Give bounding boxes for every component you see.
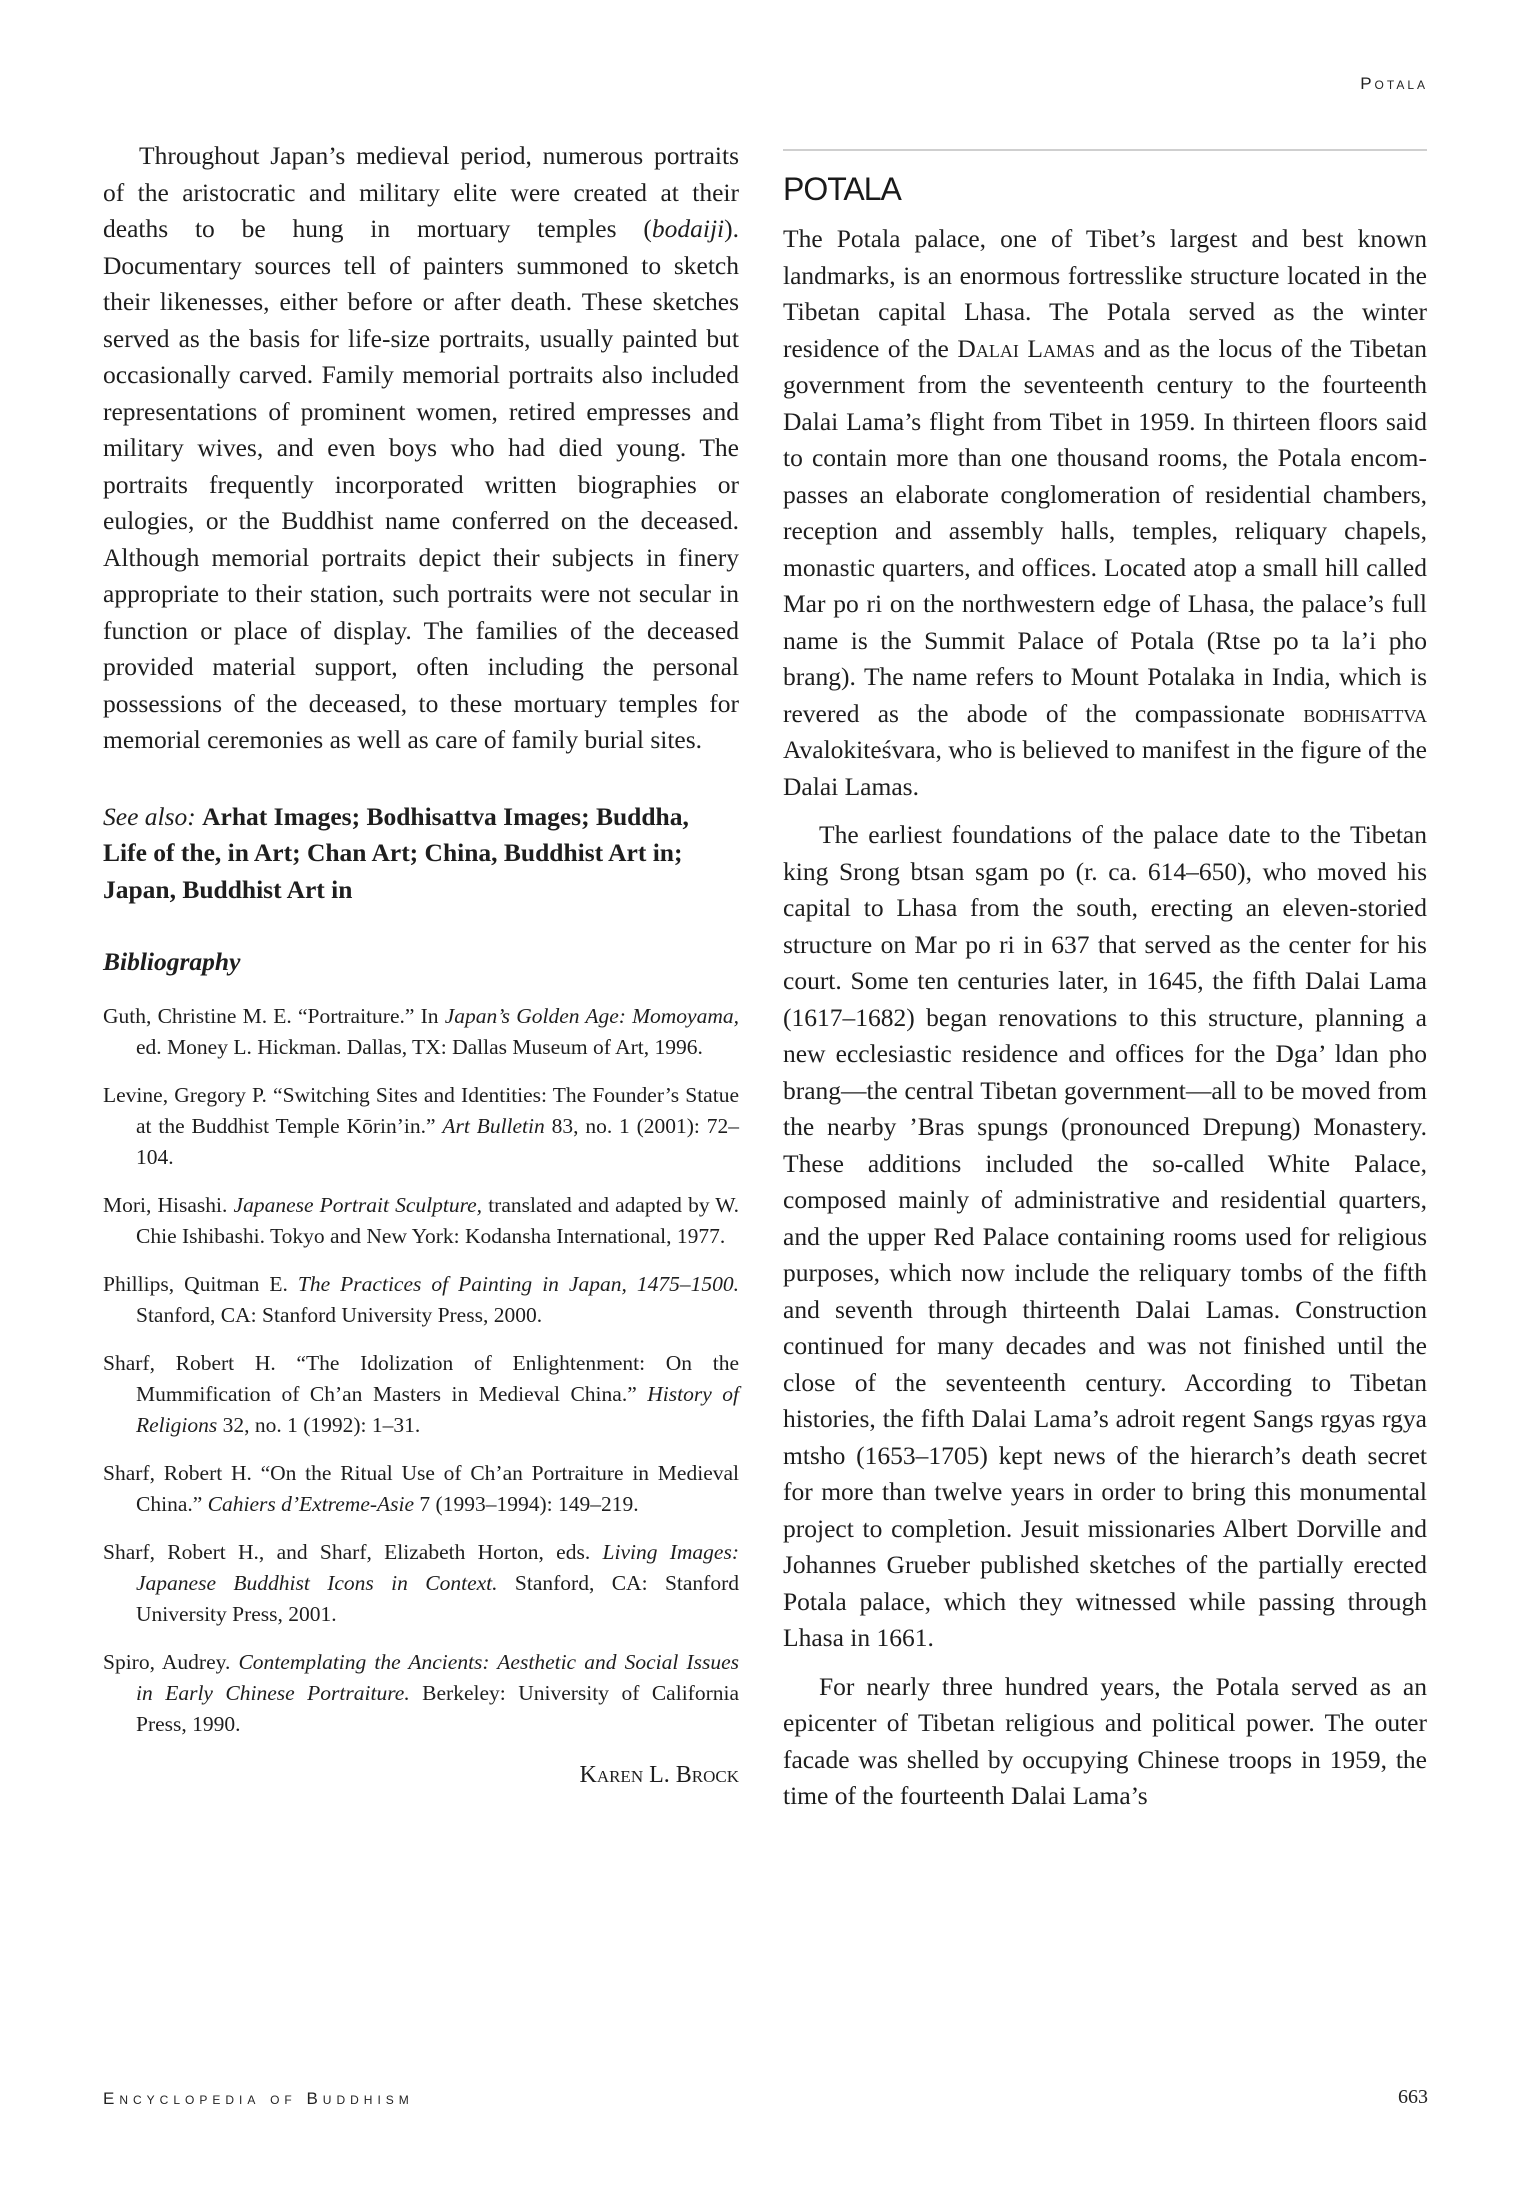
left-column <box>103 138 739 1793</box>
cross-reference-link[interactable]: bodhisattva <box>1303 698 1427 728</box>
running-head: Potala <box>1360 74 1428 93</box>
body-paragraph: The earliest foundations of the palace date to the Tibetan king Srong btsan sgam po (r. ca. 614–650), who moved his capital to Lhasa from the south, erecting an eleven-storied structure on Mar po ri in 637 that served as the center for his court. Some ten centuries later, in 1645, the fifth Dalai Lama (1617–1682) began renovations to this structure, planning a new ecclesiastic residence and offices for the Dga’ ldan pho brang—the central Tibetan government—all to be moved from the nearby ’Bras spungs (pronounced Drepung) Monastery. These additions included the so-called White Palace, composed mainly of administrative and residential quarters, and the upper Red Palace containing rooms used for religious purposes, which now include the reliquary tombs of the fifth and seventh through thirteenth Dalai Lamas. Construction continued for many decades and was not finished until the close of the seventeenth century. According to Tibetan histories, the fifth Dalai Lama’s adroit regent Sangs rgyas rgya mtsho (1653–1705) kept news of the hierarch’s death secret for more than twelve years in order to bring this monumental project to completion. Jesuit missionaries Albert Dorville and Johannes Grueber published sketches of the partially erected Potala palace, which they witnessed while passing through Lhasa in 1661. <box>783 820 1427 1652</box>
text-run: Throughout Japan’s medieval period, numerous portraits of the aristocratic and military elite were created at their deaths to be hung in mortuary temples ( <box>103 141 739 243</box>
bibliography-entry: Spiro, Audrey. Contemplating the Ancients: Aesthetic and Social Issues in Early Chinese Portraiture. Berkeley: University of California Press, 1990. <box>103 1649 740 1736</box>
cross-reference-link[interactable]: Dalai Lamas <box>957 333 1095 363</box>
bibliography-entry: Levine, Gregory P. “Switching Sites and Identities: The Founder’s Statue at the Buddhist Temple Kōrin’in.” Art Bulletin 83, no. 1 (2001): 72–104. <box>103 1082 739 1169</box>
bibliography-list <box>103 1001 739 1740</box>
bibliography-entry: Mori, Hisashi. Japanese Portrait Sculpture, translated and adapted by W. Chie Ishibashi. Tokyo and New York: Kodansha International, 1977. <box>103 1192 740 1248</box>
bibliography-heading: Bibliography <box>103 947 241 976</box>
body-paragraph: The Potala palace, one of Tibet’s largest and best known landmarks, is an enormous fortresslike structure located in the Tibetan capital Lhasa. The Potala served as the winter residence of the Dalai Lamas and as the locus of the Tibetan government from the seventeenth century to the fourteenth Dalai Lama’s flight from Tibet in 1959. In thirteen floors said to contain more than one thousand rooms, the Potala encompasses an elaborate conglomeration of residential chambers, reception and assembly halls, temples, reliquary chapels, monastic quarters, and offices. Located atop a small hill called Mar po ri on the northwestern edge of Lhasa, the palace’s full name is the Summit Palace of Potala (Rtse po ta la’i pho brang). The name refers to Mount Potalaka in India, which is revered as the abode of the compassionate bodhisattva Avalokiteśvara, who is believed to manifest in the figure of the Dalai Lamas. <box>783 224 1427 801</box>
see-also-label: See also: <box>103 801 196 831</box>
bibliography-entry: Guth, Christine M. E. “Portraiture.” In Japan’s Golden Age: Momoyama, ed. Money L. Hickman. Dallas, TX: Dallas Museum of Art, 1996. <box>103 1003 739 1059</box>
publication-footer: Encyclopedia of Buddhism <box>103 2089 414 2108</box>
bibliography-entry: Sharf, Robert H. “The Idolization of Enlightenment: On the Mummification of Ch’an Masters in Medieval China.” History of Religions 32, no. 1 (1992): 1–31. <box>103 1350 739 1437</box>
body-paragraph: For nearly three hundred years, the Potala served as an epicenter of Tibetan religious and political power. The outer facade was shelled by occupying Chinese troops in 1959, the time of the fourteenth Dalai Lama’s <box>783 1671 1427 1810</box>
see-also-references[interactable]: Arhat Images; Bodhisattva Images; Buddha, Life of the, in Art; Chan Art; China, Buddhist Art in; Japan, Buddhist Art in <box>103 801 689 904</box>
bibliography-entry: Sharf, Robert H. “On the Ritual Use of Ch’an Portraiture in Medieval China.” Cahiers d’Extreme-Asie 7 (1993–1994): 149–219. <box>103 1460 739 1516</box>
bibliography-entry: Phillips, Quitman E. The Practices of Painting in Japan, 1475–1500. Stanford, CA: Stanford University Press, 2000. <box>103 1271 739 1327</box>
italic-term: bodaiji <box>651 214 725 243</box>
author-signature: Karen L. Brock <box>579 1761 739 1788</box>
section-divider <box>783 149 1427 151</box>
body-paragraph <box>103 138 739 759</box>
text-run: ). Documentary sources tell of painters summoned to sketch their likenesses, either before or after death. These sketches served as the basis for life-size portraits, usually painted but occasionally carved. Family memorial portraits also included representations of prominent women, retired empresses and military wives, and even boys who had died young. The portraits frequently incorporated written biographies or eulogies, or the Buddhist name conferred on the deceased. Although memorial portraits depict their subjects in finery appropriate to their station, such portraits were not secular in function or place of display. The families of the deceased provided material support, often including the personal possessions of the deceased, to these mortuary temples for memorial ceremonies as well as care of family burial sites. <box>103 214 739 754</box>
page-number: 663 <box>1398 2086 1428 2108</box>
see-also <box>103 799 739 909</box>
bibliography-entry: Sharf, Robert H., and Sharf, Elizabeth Horton, eds. Living Images: Japanese Buddhist Icons in Context. Stanford, CA: Stanford University Press, 2001. <box>103 1539 740 1626</box>
article-title: POTALA <box>783 171 901 207</box>
right-column <box>783 138 1427 1815</box>
